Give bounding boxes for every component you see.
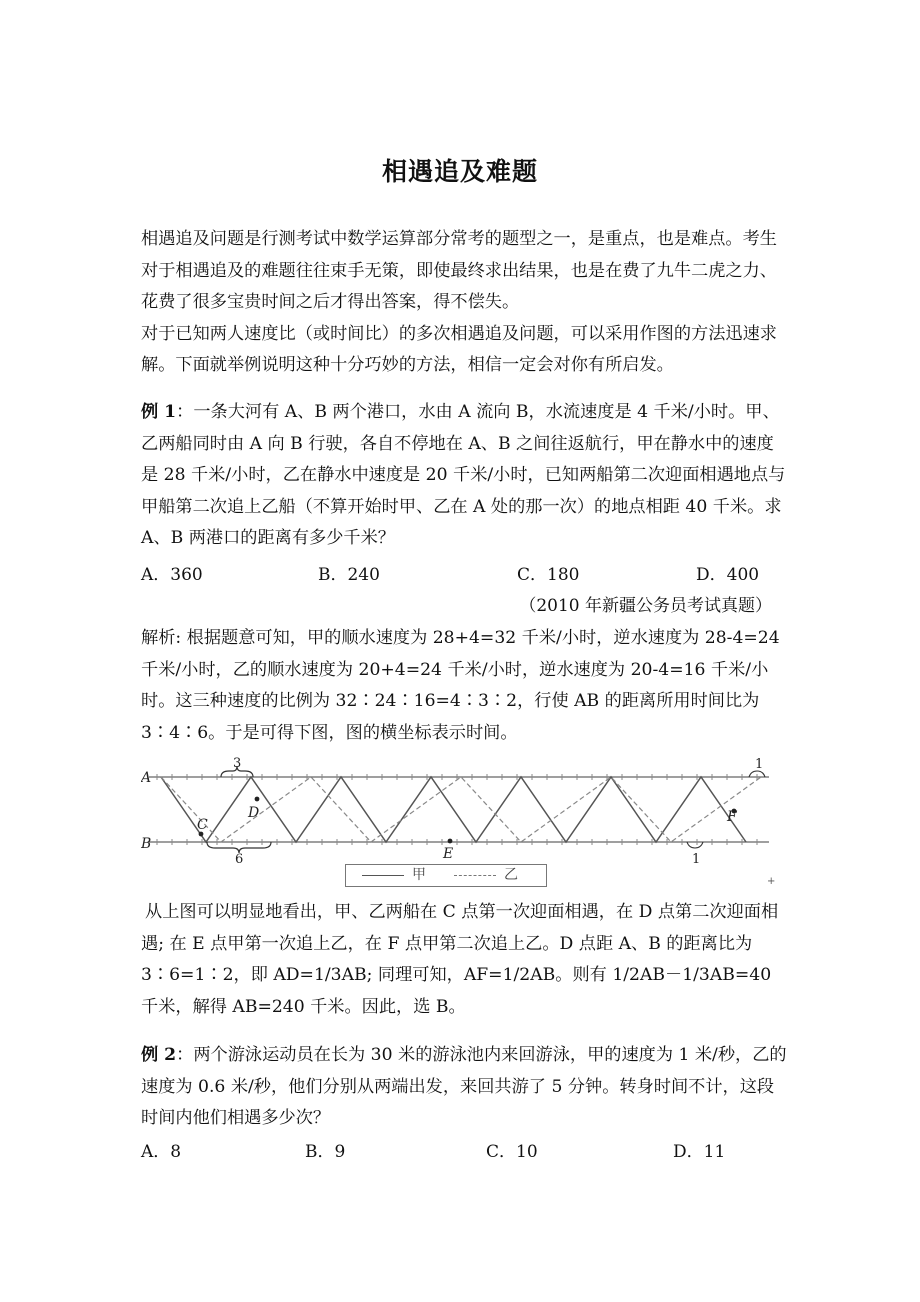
example2-option-b: B．9	[305, 1142, 346, 1162]
example1-option-a: A．360	[141, 565, 203, 585]
label-a: A	[141, 770, 152, 786]
example2-question-text: ：两个游泳运动员在长为 30 米的游泳池内来回游泳，甲的速度为 1 米/秒，乙的速度为 0.6 米/秒，他们分别从两端出发，来回共游了 5 分钟。转身时间不计，这段时间内他们相遇多少次？	[141, 1045, 787, 1128]
one-top-label: 1	[755, 757, 764, 772]
legend-yi-label: 乙	[504, 867, 518, 883]
track-lines	[149, 777, 769, 842]
example1-options	[141, 560, 781, 590]
brace-top-label: 3	[233, 757, 242, 771]
example1-analysis	[141, 623, 791, 749]
example1-option-b: B．240	[318, 565, 380, 585]
example2-options	[141, 1137, 781, 1167]
example2-option-c: C．10	[486, 1142, 538, 1162]
label-c: C	[197, 817, 208, 833]
label-d: D	[248, 805, 260, 821]
page-title: 相遇追及难题	[381, 157, 538, 186]
legend-jia-label: 甲	[412, 867, 426, 883]
point-d	[255, 797, 260, 802]
example2-label: 例 2	[141, 1045, 177, 1065]
intro-paragraph-1: 相遇追及问题是行测考试中数学运算部分常考的题型之一，是重点，也是难点。考生对于相遇追及的难题往往束手无策，即使最终求出结果，也是在费了九牛二虎之力、花费了很多宝贵时间之后才得出答案，得不偿失。	[141, 229, 777, 312]
point-markers	[199, 797, 737, 844]
intro-section	[141, 224, 791, 382]
example1-label: 例 1	[141, 402, 177, 422]
example2-question	[141, 1040, 791, 1135]
small-mark: +	[767, 876, 776, 887]
conclusion-text: 从上图可以明显地看出，甲、乙两船在 C 点第一次迎面相遇，在 D 点第二次迎面相遇; 在 E 点甲第一次追上乙，在 F 点甲第二次追上乙。D 点距 A、B 的距离比为 3∶6=1∶2，即 AD=1/3AB; 同理可知，AF=1/2AB。则有 1/2AB－1/3AB=40 千米，解得 AB=240 千米。因此，选 B。	[141, 902, 779, 1017]
point-e	[448, 839, 453, 844]
label-e: E	[443, 846, 454, 862]
tick-marks	[157, 774, 757, 845]
intro-paragraph-2: 对于已知两人速度比（或时间比）的多次相遇追及问题，可以采用作图的方法迅速求解。下面就举例说明这种十分巧妙的方法，相信一定会对你有所启发。	[141, 323, 777, 375]
example2-option-a: A．8	[141, 1142, 182, 1162]
example1-question	[141, 397, 791, 555]
legend-yi-line	[454, 875, 496, 876]
example1-option-c: C．180	[517, 565, 580, 585]
label-f: F	[727, 809, 737, 825]
example1-source: （2010 年新疆公务员考试真题）	[519, 596, 772, 616]
example1-option-d: D．400	[696, 565, 760, 585]
brace-bottom-label: 6	[235, 852, 244, 867]
one-bottom-arc	[687, 842, 703, 848]
figure-legend	[345, 864, 547, 887]
example1-conclusion	[141, 897, 791, 1023]
legend-jia-line	[362, 875, 404, 876]
example2-option-d: D．11	[673, 1142, 726, 1162]
one-bottom-label: 1	[692, 852, 701, 867]
analysis-text: 解析: 根据题意可知，甲的顺水速度为 28+4=32 千米/小时，逆水速度为 28-4=24 千米/小时，乙的顺水速度为 20+4=24 千米/小时，逆水速度为 20-4=16 千米/小时。这三种速度的比例为 32∶24∶16=4∶3∶2，行使 AB 的距离所用时间比为 3∶4∶6。于是可得下图，图的横坐标表示时间。	[141, 628, 780, 743]
example1-question-text: ：一条大河有 A、B 两个港口，水由 A 流向 B，水流速度是 4 千米/小时。甲、乙两船同时由 A 向 B 行驶，各自不停地在 A、B 之间往返航行，甲在静水中的速度是 28 千米/小时，乙在静水中速度是 20 千米/小时，已知两船第二次迎面相遇地点与甲船第二次追上乙船（不算开始时甲、乙在 A 处的那一次）的地点相距 40 千米。求 A、B 两港口的距离有多少千米？	[141, 402, 786, 548]
label-b: B	[141, 836, 152, 852]
